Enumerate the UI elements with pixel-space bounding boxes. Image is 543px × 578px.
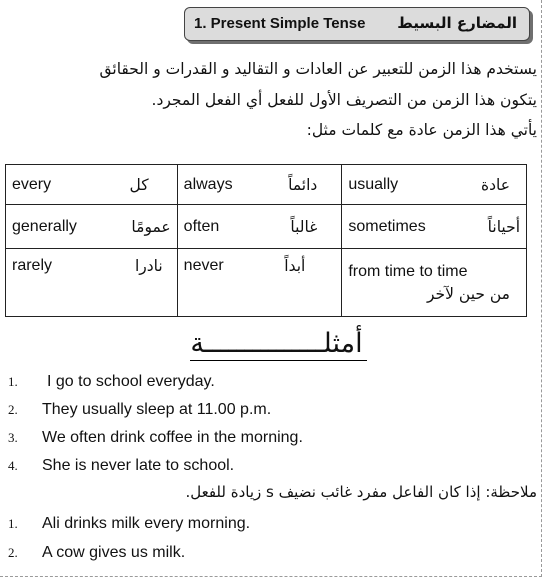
word-english: every bbox=[12, 175, 52, 193]
note-example-item bbox=[8, 542, 185, 564]
example-number: 2. bbox=[8, 545, 18, 560]
example-item bbox=[8, 399, 271, 421]
word-arabic: كل bbox=[129, 175, 149, 194]
word-arabic: نادرا bbox=[134, 257, 163, 275]
example-number: 4. bbox=[8, 458, 18, 473]
example-item bbox=[8, 427, 303, 449]
table-cell bbox=[6, 249, 178, 317]
examples-heading: أمثلـــــــــــــــة bbox=[0, 328, 543, 361]
word-arabic: أبداً bbox=[284, 257, 306, 275]
table-cell bbox=[342, 249, 527, 317]
table-cell bbox=[177, 165, 342, 205]
example-number: 2. bbox=[8, 402, 18, 417]
table-cell bbox=[177, 249, 342, 317]
section-title-box bbox=[184, 7, 530, 41]
example-text: I go to school everyday. bbox=[47, 373, 215, 390]
table-row bbox=[6, 249, 527, 317]
intro-line-1: يستخدم هذا الزمن للتعبير عن العادات و التقاليد و القدرات و الحقائق bbox=[99, 60, 537, 78]
example-item bbox=[8, 371, 215, 393]
word-english: often bbox=[183, 217, 220, 235]
word-english: usually bbox=[348, 175, 399, 193]
example-text: We often drink coffee in the morning. bbox=[42, 429, 303, 446]
section-title-arabic: المضارع البسيط bbox=[397, 14, 517, 32]
example-text: She is never late to school. bbox=[42, 457, 235, 474]
word-english: rarely bbox=[12, 257, 53, 274]
word-english: never bbox=[183, 257, 224, 274]
table-row bbox=[6, 205, 527, 249]
example-text: A cow gives us milk. bbox=[42, 544, 186, 561]
table-row bbox=[6, 165, 527, 205]
table-cell bbox=[342, 205, 527, 249]
example-text: Ali drinks milk every morning. bbox=[42, 515, 251, 532]
intro-line-3: يأتي هذا الزمن عادة مع كلمات مثل: bbox=[306, 121, 537, 139]
word-english: from time to time bbox=[348, 262, 468, 280]
example-number: 1. bbox=[8, 516, 18, 531]
intro-line-2: يتكون هذا الزمن من التصريف الأول للفعل أي الفعل المجرد. bbox=[151, 91, 537, 109]
word-english: sometimes bbox=[348, 217, 426, 235]
example-number: 3. bbox=[8, 430, 18, 445]
table-cell bbox=[6, 165, 178, 205]
word-arabic: دائماً bbox=[288, 175, 318, 194]
example-number: 1. bbox=[8, 374, 18, 389]
word-arabic: من حين لآخر bbox=[427, 284, 510, 303]
table-cell bbox=[6, 205, 178, 249]
word-arabic: أحياناً bbox=[487, 217, 520, 236]
word-arabic: عمومًا bbox=[131, 217, 171, 236]
grammar-note: ملاحظة: إذا كان الفاعل مفرد غائب نضيف s زيادة للفعل. bbox=[185, 483, 537, 501]
word-arabic: عادة bbox=[481, 175, 510, 194]
word-english: always bbox=[183, 175, 233, 193]
frequency-words-table bbox=[5, 164, 527, 317]
example-item bbox=[8, 455, 234, 477]
table-cell bbox=[177, 205, 342, 249]
section-title-english: 1. Present Simple Tense bbox=[194, 15, 366, 32]
example-text: They usually sleep at 11.00 p.m. bbox=[42, 401, 272, 418]
table-cell bbox=[342, 165, 527, 205]
note-example-item bbox=[8, 513, 250, 535]
word-arabic: غالباً bbox=[290, 217, 318, 236]
word-english: generally bbox=[12, 217, 77, 235]
